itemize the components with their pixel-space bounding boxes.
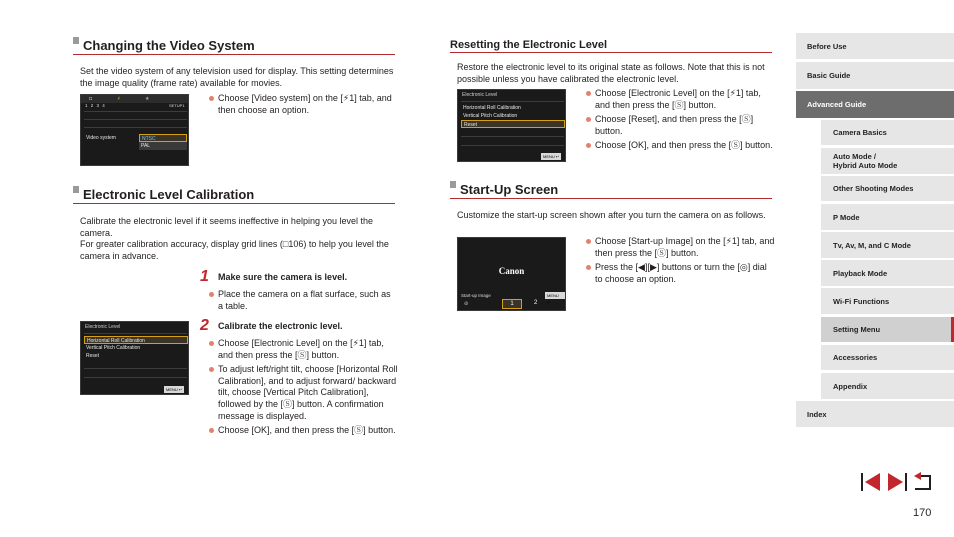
nav-label: Playback Mode (833, 268, 888, 278)
nav-accessories[interactable] (821, 345, 954, 370)
screen-menu-button: MENU ↩ (545, 292, 565, 299)
nav-label: Accessories (833, 353, 878, 362)
previous-page-button[interactable] (860, 472, 882, 492)
nav-label: Index (807, 409, 827, 419)
video-bullet: Choose [Video system] on the [⚡1] tab, and then choose an option. (208, 93, 396, 116)
elevel-desc-2: For greater calibration accuracy, display grid lines (□106) to help you level the camera in advance. (80, 239, 389, 261)
page-number: 170 (913, 507, 932, 519)
electronic-level-screen-left (80, 321, 189, 395)
step-1-bullets (208, 289, 396, 315)
step-2-bullet: Choose [OK], and then press the [Ⓢ] button. (208, 425, 398, 437)
reset-desc: Restore the electronic level to its original state as follows. Note that this is not possible unless you have calibrated the electronic level. (457, 62, 765, 84)
screen-row-reset: Reset (461, 120, 565, 128)
nav-label: Tv, Av, M, and C Mode (833, 240, 911, 250)
nav-appendix[interactable] (821, 373, 954, 399)
nav-tv-av-m-c-mode[interactable] (821, 232, 954, 258)
nav-label: P Mode (833, 212, 860, 222)
nav-wifi-functions[interactable] (821, 288, 954, 314)
nav-setting-menu[interactable] (821, 317, 954, 342)
nav-label: Camera Basics (833, 128, 887, 137)
nav-before-use[interactable] (796, 33, 954, 59)
camera-icon: ◘ (89, 96, 93, 102)
nav-other-shooting-modes[interactable] (821, 176, 954, 201)
setup-tab-icon: ⚡ (117, 96, 121, 102)
screen-video-system-row: Video system (86, 135, 116, 141)
step-2-title: Calibrate the electronic level. (218, 321, 343, 331)
off-icon: ⊘ (464, 301, 469, 307)
screen-setup-label: SETUP1 (169, 103, 185, 108)
screen-tab-numbers: 1 2 3 4 (85, 103, 106, 108)
nav-label: Appendix (833, 381, 868, 391)
startup-bullets (585, 236, 775, 288)
screen-header: Electronic Level (462, 92, 498, 98)
reset-bullet: Choose [OK], and then press the [Ⓢ] button. (585, 140, 775, 152)
screen-row-reset: Reset (86, 353, 100, 359)
step-2-number: 2 (200, 317, 209, 334)
step-1-title: Make sure the camera is level. (218, 272, 348, 282)
star-icon: ★ (145, 96, 150, 102)
nav-basic-guide[interactable] (796, 62, 954, 89)
nav-label: Advanced Guide (807, 100, 867, 109)
nav-index[interactable] (796, 401, 954, 427)
startup-bullet: Press the [◀][▶] buttons or turn the [◎] dial to choose an option. (585, 262, 775, 285)
nav-label: Wi-Fi Functions (833, 296, 890, 306)
electronic-level-screen-right (457, 89, 566, 162)
nav-playback-mode[interactable] (821, 260, 954, 286)
video-system-bullets (208, 93, 396, 119)
startup-desc: Customize the start-up screen shown after you turn the camera on as follows. (457, 210, 766, 220)
nav-advanced-guide[interactable] (796, 91, 954, 118)
step-1-bullet: Place the camera on a flat surface, such as a table. (208, 289, 396, 312)
nav-label: Basic Guide (807, 71, 851, 80)
step-2-bullets (208, 338, 398, 440)
resetting-level-title: Resetting the Electronic Level (450, 39, 772, 53)
screen-header: Electronic Level (85, 324, 121, 330)
next-page-button[interactable] (886, 472, 908, 492)
screen-row-horizontal: Horizontal Roll Calibration (84, 336, 188, 344)
reset-bullet: Choose [Reset], and then press the [Ⓢ] button. (585, 114, 775, 137)
reset-bullet: Choose [Electronic Level] on the [⚡1] tab, and then press the [Ⓢ] button. (585, 88, 775, 111)
screen-pal-option: PAL (139, 142, 187, 150)
step-2-bullet: To adjust left/right tilt, choose [Horizontal Roll Calibration], and to adjust forward/ backward tilt, choose [Vertical Pitch Calibration], followed by the [Ⓢ] button. A confirmation message is displayed. (208, 364, 398, 422)
startup-bullet: Choose [Start-up Image] on the [⚡1] tab, and then press the [Ⓢ] button. (585, 236, 775, 259)
screen-row-vertical: Vertical Pitch Calibration (86, 345, 141, 351)
nav-auto-mode[interactable] (821, 148, 954, 174)
nav-label: Other Shooting Modes (833, 184, 914, 193)
startup-image-label: Start-up Image (461, 293, 491, 298)
nav-label: Before Use (807, 41, 847, 51)
video-system-screen (80, 94, 189, 166)
start-up-screen-title: Start-Up Screen (450, 182, 772, 199)
screen-row-vertical: Vertical Pitch Calibration (463, 113, 518, 119)
startup-option-2: 2 (534, 300, 538, 306)
screen-menu-button: MENU ↩ (166, 387, 183, 392)
nav-label: Setting Menu (833, 325, 881, 334)
elevel-desc-1: Calibrate the electronic level if it seems ineffective in helping you level the camera. (80, 216, 373, 238)
electronic-level-calibration-title: Electronic Level Calibration (73, 187, 395, 204)
canon-logo: Canon (498, 266, 525, 276)
video-system-desc: Set the video system of any television used for display. This setting determines the image quality (frame rate) available for movies. (80, 66, 394, 88)
return-icon[interactable] (911, 472, 933, 492)
reset-bullets (585, 88, 775, 155)
screen-menu-button: MENU ↩ (543, 154, 560, 159)
startup-option-1: 1 (502, 299, 522, 309)
video-system-title: Changing the Video System (73, 38, 395, 55)
nav-p-mode[interactable] (821, 204, 954, 230)
nav-camera-basics[interactable] (821, 120, 954, 145)
step-2-bullet: Choose [Electronic Level] on the [⚡1] tab, and then press the [Ⓢ] button. (208, 338, 398, 361)
start-up-screen-preview (457, 237, 566, 311)
screen-row-horizontal: Horizontal Roll Calibration (463, 105, 521, 111)
screen-ntsc-option: NTSC (139, 134, 187, 142)
step-1-number: 1 (200, 268, 209, 285)
nav-label: Auto Mode / Hybrid Auto Mode (833, 152, 898, 170)
